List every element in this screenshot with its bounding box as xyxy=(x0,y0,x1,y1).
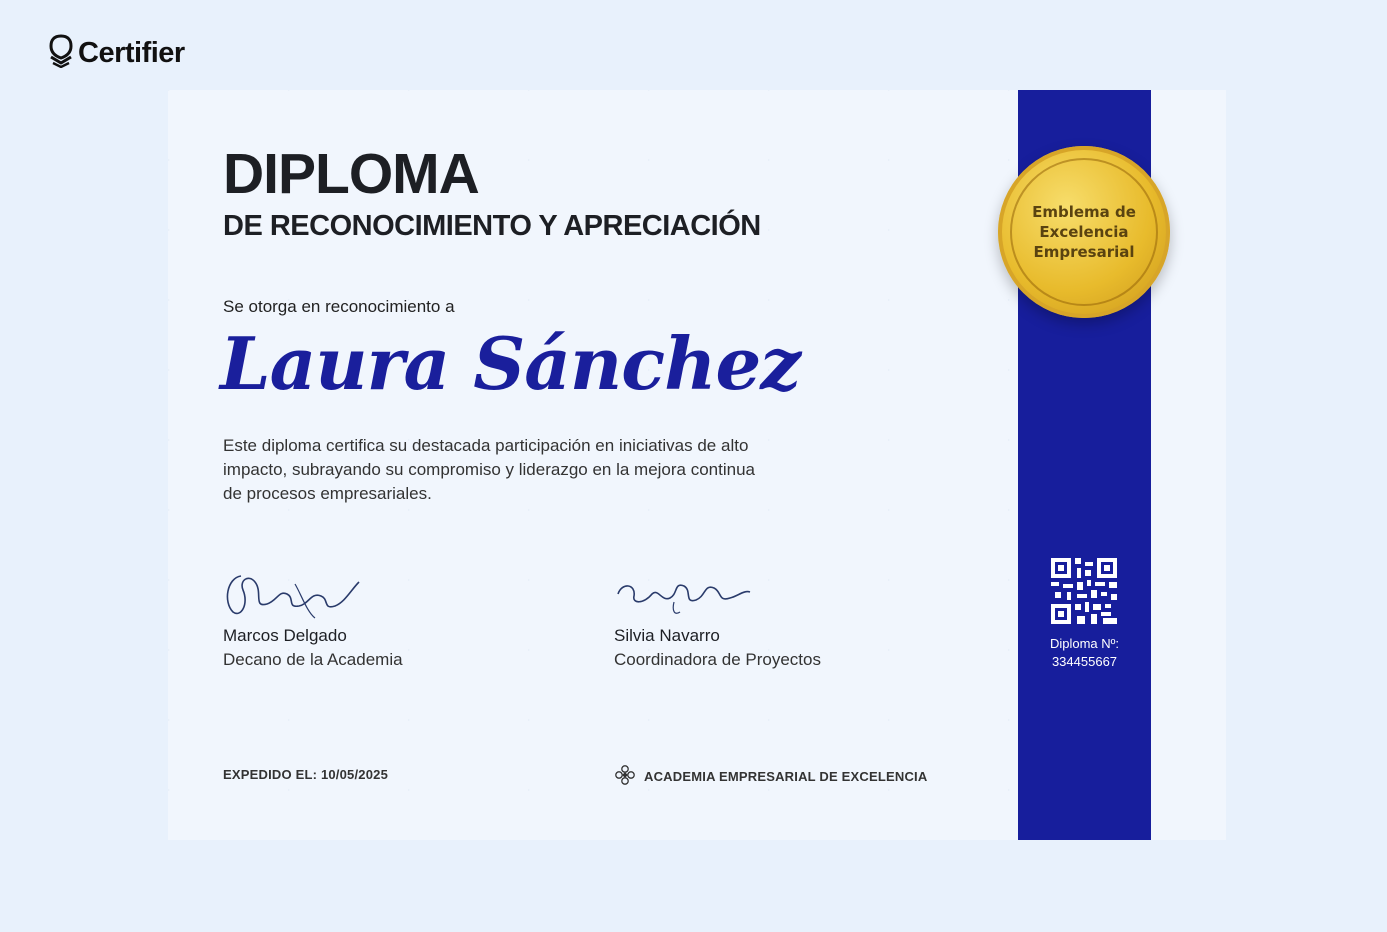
brand-logo xyxy=(48,34,185,73)
organization xyxy=(614,764,927,789)
certificate-description: Este diploma certifica su destacada participación en iniciativas de alto impacto, subrayando su compromiso y liderazgo en la mejora continua de procesos empresariales. xyxy=(223,436,755,503)
gold-medal-seal xyxy=(998,146,1170,318)
signature-block-2 xyxy=(614,568,821,670)
diploma-number-value: 334455667 xyxy=(1051,654,1118,669)
signer-role: Decano de la Academia xyxy=(223,650,403,669)
certificate-title: DIPLOMA xyxy=(223,142,479,206)
medal-text: Emblema de Excelencia Empresarial xyxy=(1032,203,1136,261)
qr-code-icon[interactable] xyxy=(1051,558,1117,624)
organization-name: ACADEMIA EMPRESARIAL DE EXCELENCIA xyxy=(644,769,928,784)
signature-block-1 xyxy=(223,568,403,670)
signature-image xyxy=(614,568,754,620)
signer-name: Marcos Delgado xyxy=(223,626,347,645)
certificate-subtitle: DE RECONOCIMIENTO Y APRECIACIÓN xyxy=(223,210,761,242)
recipient-name: Laura Sánchez xyxy=(220,321,801,406)
signer-name: Silvia Navarro xyxy=(614,626,720,645)
brand-name: Certifier xyxy=(78,37,185,69)
diploma-number xyxy=(1026,635,1143,671)
awarded-to-label: Se otorga en reconocimiento a xyxy=(223,297,455,316)
shield-logo-icon xyxy=(48,34,74,73)
flower-emblem-icon xyxy=(614,764,636,789)
certificate xyxy=(168,90,1226,840)
signature-image xyxy=(223,568,363,620)
issue-date: EXPEDIDO EL: 10/05/2025 xyxy=(223,767,389,782)
diploma-number-label: Diploma Nº: xyxy=(1049,636,1120,651)
signer-role: Coordinadora de Proyectos xyxy=(614,650,821,669)
